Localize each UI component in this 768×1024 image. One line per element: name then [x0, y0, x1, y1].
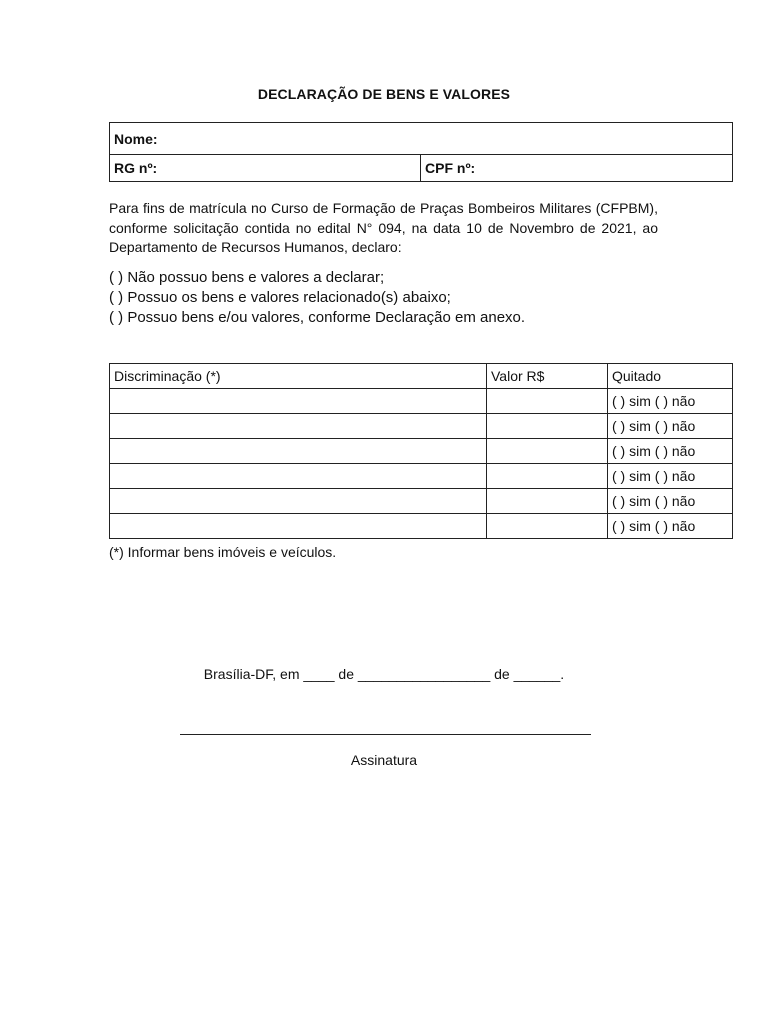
cell-discriminacao[interactable]: [110, 414, 487, 439]
header-valor: Valor R$: [487, 364, 608, 389]
cell-discriminacao[interactable]: [110, 514, 487, 539]
rg-label: RG nº:: [114, 160, 158, 176]
table-row: [110, 464, 733, 489]
table-row: [110, 439, 733, 464]
cell-valor[interactable]: [487, 389, 608, 414]
place-date-line[interactable]: Brasília-DF, em ____ de _________________ de ______.: [203, 666, 565, 682]
name-field[interactable]: [110, 123, 733, 155]
cell-discriminacao[interactable]: [110, 389, 487, 414]
table-row: [110, 389, 733, 414]
option-assets-listed[interactable]: ( ) Possuo os bens e valores relacionado(s) abaixo;: [109, 289, 451, 306]
header-quitado: Quitado: [608, 364, 733, 389]
table-header-row: [110, 364, 733, 389]
cell-quitado[interactable]: ( ) sim ( ) não: [608, 464, 733, 489]
signature-line[interactable]: [180, 734, 591, 735]
option-assets-attached[interactable]: ( ) Possuo bens e/ou valores, conforme Declaração em anexo.: [109, 309, 526, 326]
cell-discriminacao[interactable]: [110, 464, 487, 489]
document-title: DECLARAÇÃO DE BENS E VALORES: [257, 86, 511, 102]
cell-valor[interactable]: [487, 439, 608, 464]
table-row: [110, 514, 733, 539]
header-discriminacao: Discriminação (*): [110, 364, 487, 389]
table-row: [110, 489, 733, 514]
rg-field[interactable]: [110, 155, 421, 182]
declaration-options: [109, 268, 709, 328]
cell-valor[interactable]: [487, 414, 608, 439]
cell-valor[interactable]: [487, 464, 608, 489]
cell-quitado[interactable]: ( ) sim ( ) não: [608, 514, 733, 539]
cell-discriminacao[interactable]: [110, 439, 487, 464]
cell-valor[interactable]: [487, 489, 608, 514]
signature-label: Assinatura: [350, 752, 418, 768]
cell-quitado[interactable]: ( ) sim ( ) não: [608, 489, 733, 514]
cpf-field[interactable]: [421, 155, 733, 182]
cell-quitado[interactable]: ( ) sim ( ) não: [608, 439, 733, 464]
table-footnote: (*) Informar bens imóveis e veículos.: [109, 544, 337, 560]
cell-quitado[interactable]: ( ) sim ( ) não: [608, 389, 733, 414]
option-no-assets[interactable]: ( ) Não possuo bens e valores a declarar;: [109, 269, 385, 286]
cpf-label: CPF nº:: [425, 160, 476, 176]
identification-box: [109, 122, 733, 182]
table-row: [110, 414, 733, 439]
name-label: Nome:: [114, 130, 158, 147]
cell-discriminacao[interactable]: [110, 489, 487, 514]
intro-paragraph: Para fins de matrícula no Curso de Formação de Praças Bombeiros Militares (CFPBM), conforme solicitação contida no edital N° 094, na data 10 de Novembro de 2021, ao Departamento de Recursos Humanos, declaro:: [109, 200, 658, 255]
assets-table: [109, 363, 733, 539]
cell-quitado[interactable]: ( ) sim ( ) não: [608, 414, 733, 439]
cell-valor[interactable]: [487, 514, 608, 539]
